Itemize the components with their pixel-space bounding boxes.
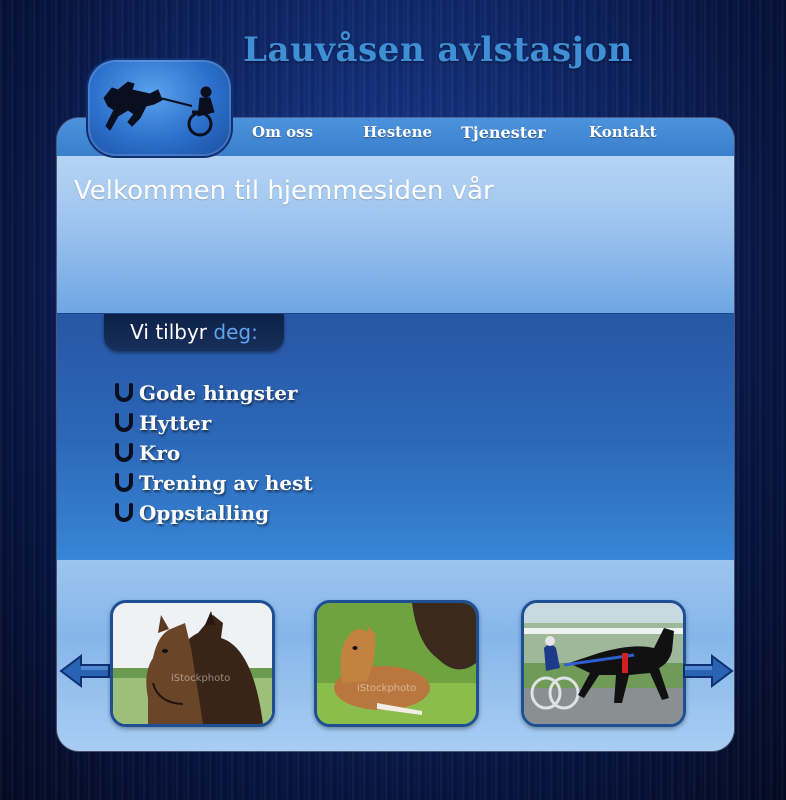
offers-section [57,313,734,561]
offers-tab-prefix: Vi tilbyr [130,320,214,344]
photo-watermark: iStockphoto [357,683,417,694]
offer-label: Oppstalling [139,501,270,525]
trotting-horse-sulky-icon [88,60,231,156]
photo-watermark: iStockphoto [171,673,231,684]
offers-tab [104,314,284,351]
site-title: Lauvåsen avlstasjon [243,30,633,70]
offers-list [113,378,313,528]
nav-item-kontakt[interactable]: Kontakt [589,123,657,141]
nav-item-om-oss[interactable]: Om oss [252,123,314,141]
thumbnail-trotting[interactable] [521,600,686,727]
thumbnail-horses[interactable] [110,600,275,727]
foal-lying-photo [317,603,476,724]
main-panel [57,118,734,751]
offers-tab-accent: deg: [213,320,258,344]
offer-label: Kro [139,441,181,465]
trotting-harness-race-photo [524,603,683,724]
offer-label: Hytter [139,411,212,435]
welcome-heading: Velkommen til hjemmesiden vår [74,176,494,206]
list-item [113,498,313,528]
horseshoe-icon [113,502,135,524]
arrow-left-icon[interactable] [59,653,111,689]
horseshoe-icon [113,412,135,434]
horses-pair-photo [113,603,272,724]
horseshoe-icon [113,472,135,494]
list-item [113,378,313,408]
list-item [113,438,313,468]
nav-item-hestene[interactable]: Hestene [363,123,433,141]
welcome-section [57,156,734,313]
list-item [113,408,313,438]
list-item [113,468,313,498]
arrow-right-icon[interactable] [682,653,734,689]
horseshoe-icon [113,442,135,464]
logo-badge[interactable] [88,60,231,156]
nav-item-tjenester[interactable]: Tjenester [461,123,546,142]
offer-label: Trening av hest [139,471,313,495]
photo-gallery [57,560,734,751]
thumbnail-foal[interactable] [314,600,479,727]
horseshoe-icon [113,382,135,404]
offer-label: Gode hingster [139,381,298,405]
